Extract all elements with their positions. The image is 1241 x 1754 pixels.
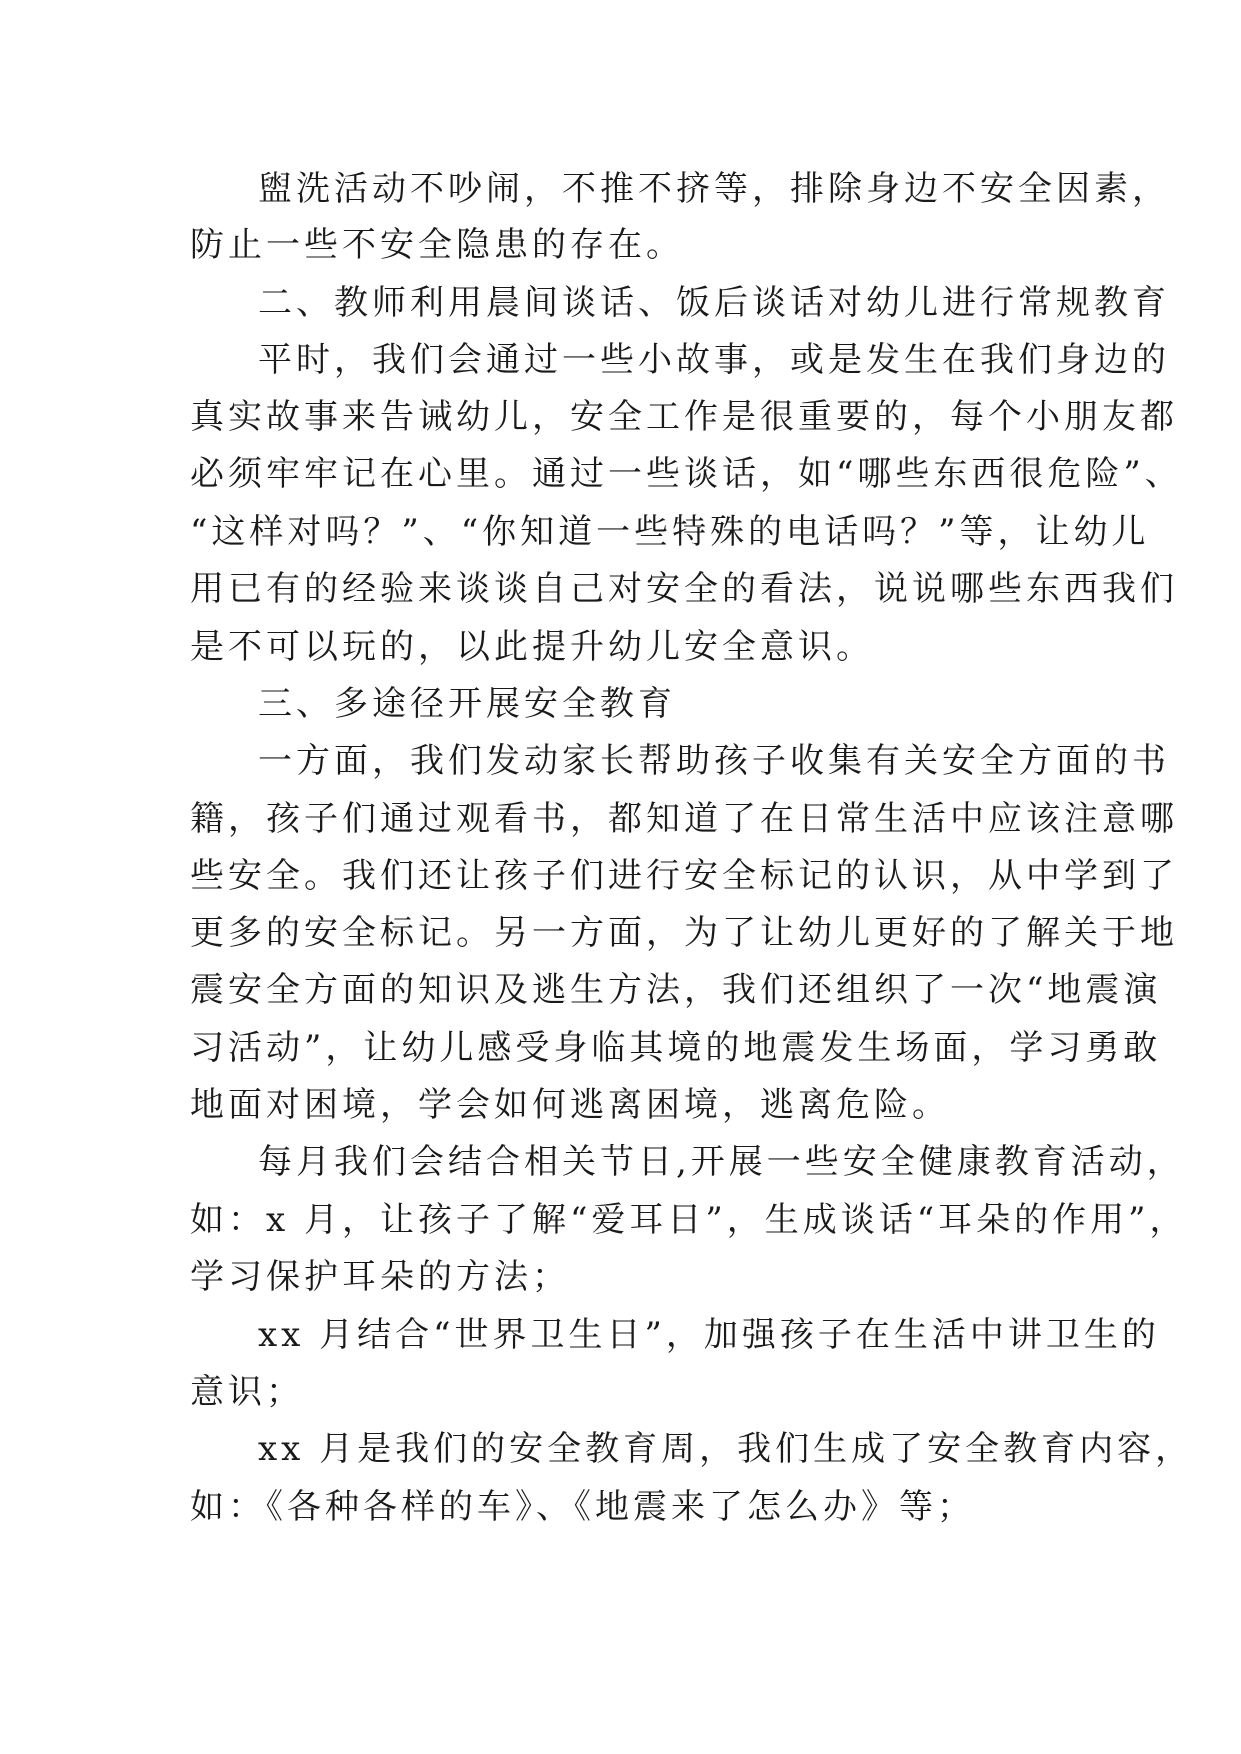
text-line: 一方面，我们发动家长帮助孩子收集有关安全方面的书 bbox=[258, 741, 1170, 781]
text-line: 真实故事来告诫幼儿，安全工作是很重要的，每个小朋友都 bbox=[190, 397, 1178, 437]
text-line: 些安全。我们还让孩子们进行安全标记的认识，从中学到了 bbox=[190, 856, 1178, 896]
section-heading: 二、教师利用晨间谈话、饭后谈话对幼儿进行常规教育 bbox=[258, 283, 1170, 323]
text-line: 学习保护耳朵的方法； bbox=[190, 1257, 570, 1297]
text-line: 如：x 月，让孩子了解“爱耳日”，生成谈话“耳朵的作用”， bbox=[190, 1200, 1188, 1240]
text-line: 盥洗活动不吵闹，不推不挤等，排除身边不安全因素， bbox=[258, 169, 1170, 209]
text-line: 是不可以玩的，以此提升幼儿安全意识。 bbox=[190, 627, 874, 667]
text-line: 平时，我们会通过一些小故事，或是发生在我们身边的 bbox=[258, 340, 1170, 380]
text-line: 用已有的经验来谈谈自己对安全的看法，说说哪些东西我们 bbox=[190, 569, 1178, 609]
text-line: 习活动”，让幼儿感受身临其境的地震发生场面，学习勇敢 bbox=[190, 1028, 1162, 1068]
text-line: 地面对困境，学会如何逃离困境，逃离危险。 bbox=[190, 1085, 950, 1125]
section-heading: 三、多途径开展安全教育 bbox=[258, 684, 676, 724]
text-line: 如：《各种各样的车》、《地震来了怎么办》等； bbox=[190, 1487, 975, 1527]
text-line: xx 月是我们的安全教育周，我们生成了安全教育内容， bbox=[258, 1429, 1194, 1469]
text-line: “这样对吗？”、“你知道一些特殊的电话吗？”等，让幼儿 bbox=[190, 512, 1150, 552]
text-line: 籍，孩子们通过观看书，都知道了在日常生活中应该注意哪 bbox=[190, 799, 1178, 839]
text-line: 意识； bbox=[190, 1372, 304, 1412]
text-line: 防止一些不安全隐患的存在。 bbox=[190, 225, 684, 265]
text-line: 震安全方面的知识及逃生方法，我们还组织了一次“地震演 bbox=[190, 970, 1162, 1010]
text-line: 必须牢牢记在心里。通过一些谈话，如“哪些东西很危险”、 bbox=[190, 454, 1183, 494]
text-line: 更多的安全标记。另一方面，为了让幼儿更好的了解关于地 bbox=[190, 913, 1178, 953]
text-line: 每月我们会结合相关节日,开展一些安全健康教育活动， bbox=[258, 1142, 1185, 1182]
text-line: xx 月结合“世界卫生日”，加强孩子在生活中讲卫生的 bbox=[258, 1315, 1160, 1355]
